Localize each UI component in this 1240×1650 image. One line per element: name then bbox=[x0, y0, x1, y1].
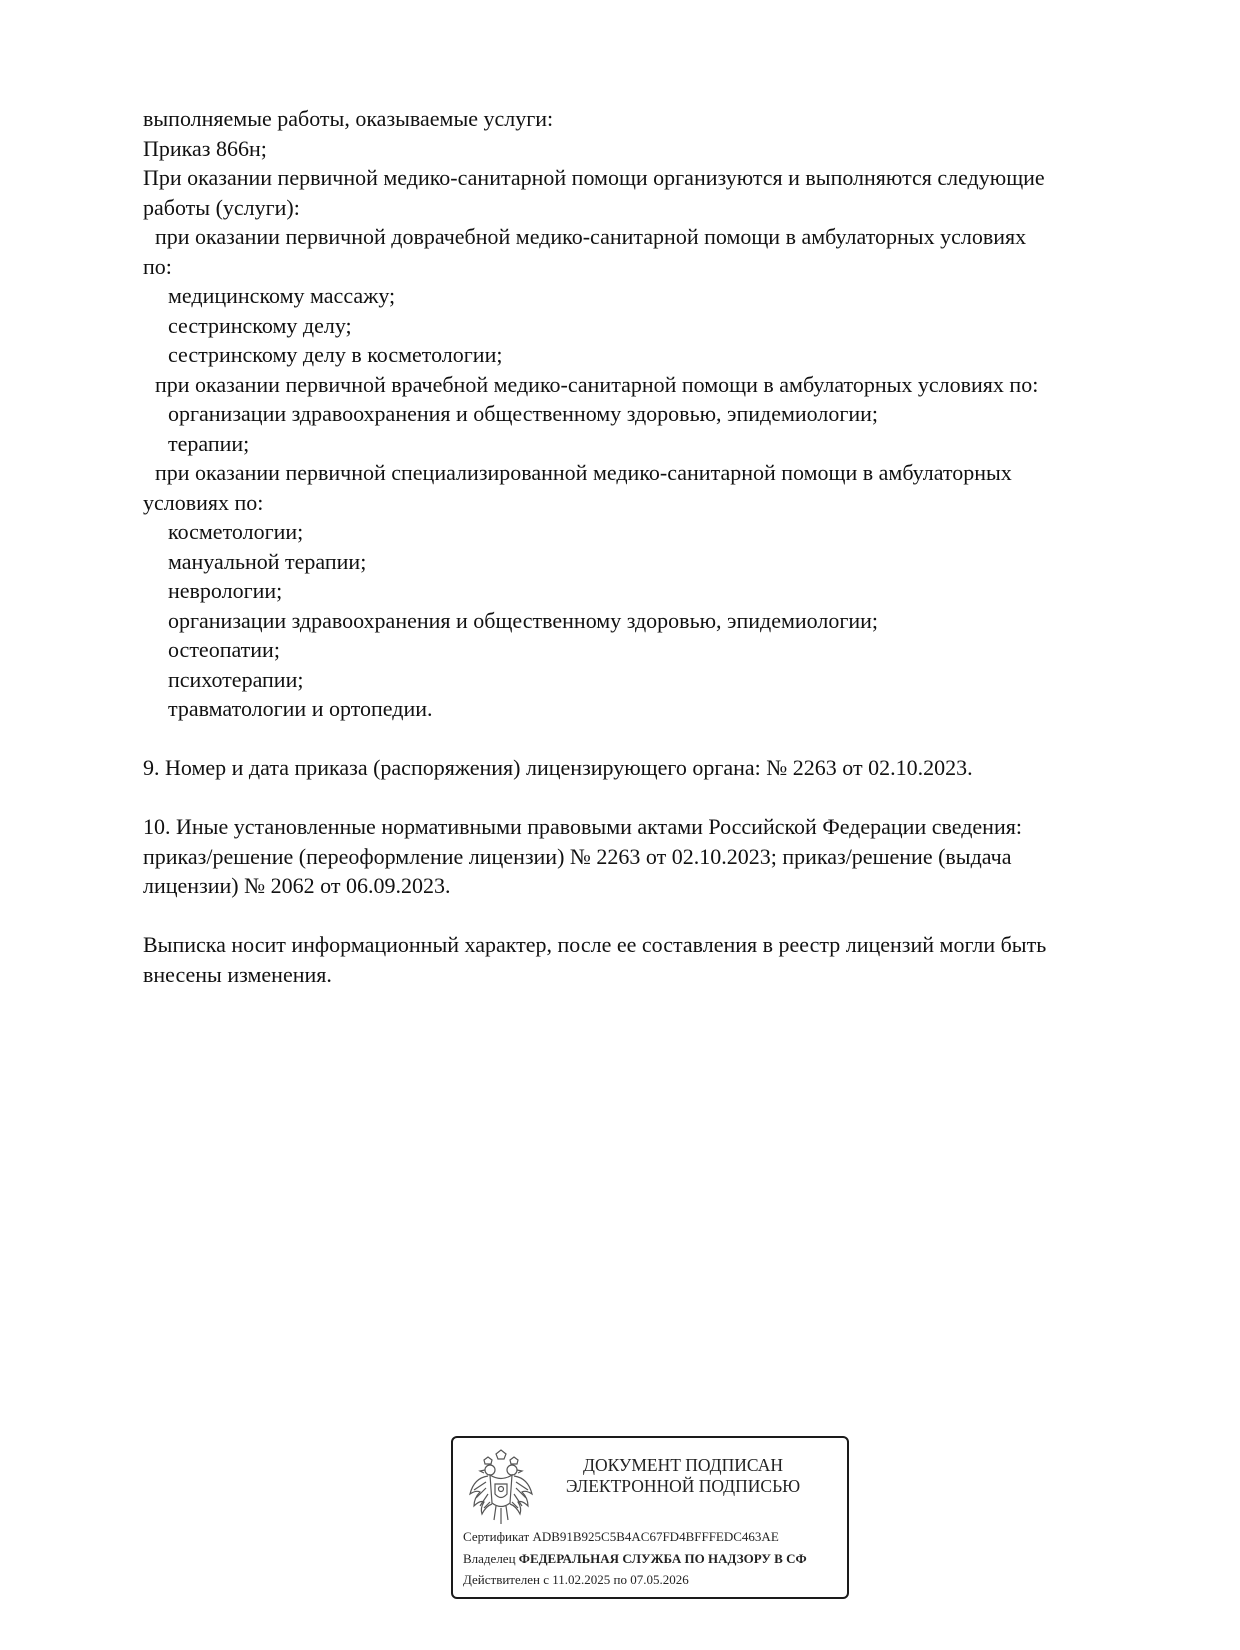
stamp-title-line1: ДОКУМЕНТ ПОДПИСАН bbox=[583, 1455, 783, 1475]
owner-value: ФЕДЕРАЛЬНАЯ СЛУЖБА ПО НАДЗОРУ В СФ bbox=[518, 1551, 807, 1566]
text-line: при оказании первичной врачебной медико-санитарной помощи в амбулаторных условиях по: bbox=[155, 371, 1039, 397]
text-line: внесены изменения. bbox=[143, 961, 332, 987]
text-line: выполняемые работы, оказываемые услуги: bbox=[143, 106, 554, 131]
certificate-label: Сертификат bbox=[463, 1529, 530, 1544]
text-line: Выписка носит информационный характер, после ее составления в реестр лицензий могли быть bbox=[143, 932, 1047, 957]
stamp-owner bbox=[463, 1551, 807, 1567]
text-line: При оказании первичной медико-санитарной помощи организуются и выполняются следующие bbox=[143, 165, 1045, 190]
text-line: организации здравоохранения и общественному здоровью, эпидемиологии; bbox=[168, 401, 879, 426]
text-line: по: bbox=[143, 253, 172, 279]
stamp-title-line2: ЭЛЕКТРОННОЙ ПОДПИСЬЮ bbox=[565, 1476, 801, 1496]
blank-line bbox=[143, 783, 1143, 813]
text-line: психотерапии; bbox=[168, 666, 304, 692]
text-line: сестринскому делу; bbox=[168, 312, 352, 338]
text-line: Приказ 866н; bbox=[143, 135, 267, 161]
text-line: организации здравоохранения и общественному здоровью, эпидемиологии; bbox=[168, 607, 879, 633]
russian-coat-of-arms-icon bbox=[466, 1448, 536, 1528]
stamp-title bbox=[543, 1455, 823, 1497]
text-line: 9. Номер и дата приказа (распоряжения) лицензирующего органа: № 2263 от 02.10.2023. bbox=[143, 755, 973, 780]
certificate-value: ADB91B925C5B4AC67FD4BFFFEDC463AE bbox=[532, 1529, 779, 1544]
text-line: приказ/решение (переоформление лицензии) № 2263 от 02.10.2023; приказ/решение (выдача bbox=[143, 843, 1012, 869]
text-line: мануальной терапии; bbox=[168, 548, 367, 574]
text-line: при оказании первичной специализированной медико-санитарной помощи в амбулаторных bbox=[155, 460, 1012, 485]
text-line: лицензии) № 2062 от 06.09.2023. bbox=[143, 873, 451, 898]
text-line: 10. Иные установленные нормативными правовыми актами Российской Федерации сведения: bbox=[143, 814, 1022, 839]
document-body bbox=[143, 104, 1143, 989]
electronic-signature-stamp bbox=[451, 1436, 849, 1599]
stamp-certificate bbox=[463, 1529, 779, 1545]
text-line: работы (услуги): bbox=[143, 194, 300, 220]
text-line: при оказании первичной доврачебной медико-санитарной помощи в амбулаторных условиях bbox=[155, 224, 1027, 249]
blank-line bbox=[143, 901, 1143, 931]
text-line: сестринскому делу в косметологии; bbox=[168, 342, 503, 367]
owner-label: Владелец bbox=[463, 1551, 516, 1566]
text-line: травматологии и ортопедии. bbox=[168, 696, 433, 721]
text-line: терапии; bbox=[168, 430, 250, 456]
blank-line bbox=[143, 724, 1143, 754]
text-line: условиях по: bbox=[143, 489, 264, 515]
text-line: косметологии; bbox=[168, 519, 304, 544]
stamp-validity: Действителен с 11.02.2025 по 07.05.2026 bbox=[463, 1572, 689, 1587]
text-line: остеопатии; bbox=[168, 637, 280, 662]
text-line: неврологии; bbox=[168, 578, 283, 603]
text-line: медицинскому массажу; bbox=[168, 283, 396, 308]
